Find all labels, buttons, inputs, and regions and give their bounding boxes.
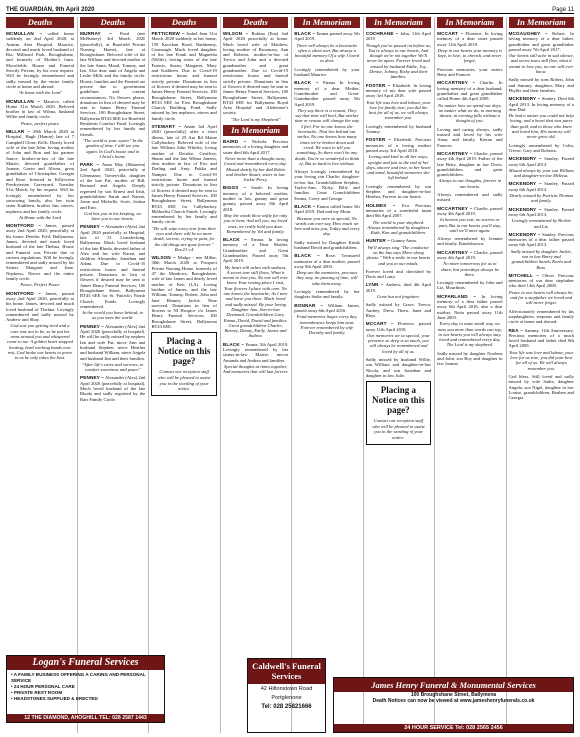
notice-item — [294, 289, 359, 300]
notice-item — [366, 238, 431, 265]
notice-text: Anna May (Maureen) 2nd April 2020, peacefully at Glenmanor, Tomeyvilla, daughter of the late Pat, mother of Bill, Bernard and Angela. Deeply regretted by son Ernest and Irish, grandchildren Sarah and Naomi, Jason and Michelle, Scott, Joshua and Erin. — [80, 162, 146, 210]
notice-verse: Our hearts still ache in sad silence, and secret tears still flow, what it meant to lose you, no one will ever know. — [508, 53, 574, 75]
notice-text: Emma called home 5th April 2019. Dad and my Mum. — [294, 203, 360, 215]
notice-text: Maurice, called Home 31st March 2020. Beloved brother in law of Wilma, husband Willie and family circle. — [6, 98, 75, 120]
notice-text: Emma. 5th April 2019. Lovingly remembered by her sisters-in-law Maisie, nieces Amanda and Andrea and families. — [222, 341, 289, 363]
publication-title: THE GUARDIAN, 9th April 2020 — [6, 7, 95, 13]
notice-item — [294, 253, 359, 286]
notice-verse: God has you in his keeping, we have you in our hearts. — [84, 210, 142, 222]
notice-item — [366, 321, 431, 354]
notice-verse: Loving and kind in all her ways, upright and just to the end of her days, sincere and true, in her heart and mind, beautiful memories she left behind. — [366, 154, 431, 181]
notice-surname: MCCART – — [437, 31, 464, 36]
ad-title: Caldwell's Funeral Services — [248, 659, 325, 684]
notice-verse: Your life was love and labour, your love for family true, you did the best for all of us, we will always remember you. — [366, 99, 431, 121]
notice-verse: Your life was love and labour, your love for us true, you did your best for all of us. We will always remember you. — [509, 349, 574, 371]
notice-text: Granny Anna. — [391, 238, 417, 244]
notice-text: Pearl (nee McBurney) 3rd March 2020 (peacefully), at Braefield Private Nursing Home), late of Broughshane. Beloved wife of the late William and devoted mother of the late Anna, Maud, Tommy, and Ian. Also dear aunt of Angela and Leslie Mills and the family circle. House, families and the Funeral are private due to government guidelines and current circumstances. No flowers please, donations in lieu of desired may be sent to James Henry Funeral Services, 100 Broughshane Street, Ballymena BT43 6EE for Braefield Residents Comfort Fund. Lovingly remembered by her family and friends. — [80, 31, 146, 137]
notice-text: James, passed away 2nd April 2020, peacefully at his home Deerfin Fold, Ballymena, James, devoted and much loved husband of the late Thelma. House and Funeral was Private due to current regulations. Will be lovingly remembered and sadly missed by his Sisters Margaret and June, Nephews, Nieces and the entire family circle. — [6, 223, 75, 282]
notice-verse: "The Lord is my Shepherd" — [230, 116, 281, 122]
notice-item — [151, 31, 216, 121]
notice-text: Alexander (Alex) 2nd April 2020 (peacefully at hospital). Much loved husband of the late Rhoda and sadly regretted by the Barr Family Circle. — [80, 375, 146, 402]
notice-item — [366, 282, 431, 299]
notice-text: Lovingly remembered by her daughter Sadie and family. — [294, 289, 360, 300]
notice-item — [437, 127, 502, 148]
notice-text: John, 11th April 2019 — [365, 31, 432, 42]
notice-item — [509, 143, 574, 154]
notice-verse: Deep in our hearts your memory is kept, to love, to cherish, and never forget. — [437, 47, 502, 64]
notice-item — [366, 184, 431, 200]
notice-text: Stanley. Precious memories of a dear father passed away 6th April 2013. — [508, 231, 574, 248]
notice-item — [366, 124, 431, 135]
notice-verse: In the world you leave behind, to us you were the world. — [82, 310, 144, 321]
notice-item — [437, 67, 502, 78]
notice-item — [294, 67, 359, 78]
notice-text: Robert. In loving memory of a dear father, grandfather and great grandfather passed away 7th April 2017. — [508, 31, 574, 52]
ad-service-item: • PRIVATE REST ROOM — [11, 690, 63, 695]
ad-address: 12 THE DIAMOND, AHOGHILL TEL: 028 2587 1443 — [7, 714, 164, 722]
notice-verse: Gone but not forgotten. — [376, 294, 420, 300]
notice-verse: "The world is your oyster" In the garden of time, I will see you again, In God's house and in Christ's home. — [82, 137, 143, 159]
notice-surname: BLACK – — [294, 31, 316, 36]
notice-item — [437, 351, 502, 367]
notice-text: Annie 3rd April 2020 (peacefully) after a short illness, late of 25 Ara Rd Maine Cullybackey. Beloved wife of the late William John Whitley, loving mother of Deirdre, Geoffrey, Shaun and the late Wilma Joneen, dear mother in law of Eric and Darling and Amy, Pukka and Nampet. Due to Covid-19 restrictions house and funeral strictly private. Donations in lieu of flowers if desired may be sent to James Henry Funeral Services, 100 Broughshane Street, Ballymena BT43 6EE for Cullybackey Methodist Church Funds. Lovingly remembered by her family and family circle. — [151, 124, 217, 225]
notice-surname: BLACK – — [222, 341, 245, 347]
notice-surname: BONNAR – — [294, 302, 324, 308]
notice-text: Sadly missed by Daughter Kinda husband David and grandchildren. — [294, 239, 360, 250]
notice-text: James, passed away 2nd April 2020, peacefully at his home. James, devoted and much loved husband of Thelma. Lovingly remembered and sadly missed by Andrew and Shay. — [6, 290, 75, 323]
notice-text: Sarah. In loving memory of a beloved mother, mother in law, granny and great granny, passed away 8th April 2018. — [222, 185, 289, 212]
notice-verse: At Home with the Lord — [19, 214, 61, 220]
ad-address-town: Portglenone — [271, 695, 302, 701]
notice-text: Oliver. Precious memories of our dear stepfather who died 14th April 2008. — [508, 272, 574, 289]
placing-notice-text: Contact our reception staff who will be pleased to assist you in the wording of your notice. — [372, 418, 425, 440]
notice-surname: WILSON – — [222, 31, 249, 36]
notice-verse: Lovingly remembered by Herbie and Liz. — [511, 218, 571, 229]
notice-surname: MCCARTNEY – — [437, 150, 473, 156]
notice-item — [366, 137, 431, 180]
notice-verse: My heart still aches with sadness, A secret tear still flows, What it meant to lose you, No one will ever know. Your resting place I visit, Your flowers I place with care, No one knows the heartache, As I turn and leave you there. Much loved and sadly missed. By your loving Daughter Ann, Son-in-law Desmond, Grandchildren Gary, Emma, David, David and families. Great grandchildren Charlie, Barney, Danny, Emily, James and Andrea. — [223, 264, 288, 339]
notice-item — [80, 162, 145, 221]
notice-item — [437, 192, 502, 203]
notice-item — [294, 240, 359, 251]
notice-item — [151, 124, 216, 252]
notice-surname: HOLMES – — [365, 202, 396, 208]
placing-notice-title: Placing a Notice on this page? — [157, 336, 211, 367]
notice-text: called home suddenly on 2nd April 2020, at Antrim Area Hospital, Maurice, devoted and much loved husband of Ria, Millroad Park, Broughshane, and formerly of Mother's farm, Moorfields. House and Funeral Strictly Private, by his own request. Will be lovingly remembered and sadly missed by the entire family circle at home and abroad. — [6, 31, 75, 89]
notice-text: Charlie, passed away 4th April 2019. Father of the late Betty, daughter in law Doris, grandchildren and great grandchildren. — [437, 150, 503, 178]
notice-text: Stanley. Died 6th April 2013. In loving memory of a dear Dad. — [508, 96, 574, 112]
notice-item — [294, 31, 359, 64]
notice-text: Sadly missed by sons Robert, John and Sammy, daughters Mary and Phyllis and their families. — [508, 77, 574, 93]
notice-verse: 'At home with the Lord' — [18, 90, 62, 96]
notice-item — [6, 129, 74, 220]
notice-item — [509, 232, 574, 270]
notice-item — [223, 139, 288, 182]
notice-verse: Always in our thoughts, forever in our hearts. — [438, 178, 502, 189]
notice-text: Always remembered by Jeannie and family, Randalstown. — [437, 236, 503, 247]
notice-text: Andrew, died 4th April 2019. — [365, 282, 432, 293]
notice-item — [80, 375, 145, 401]
notice-verse: God saw you getting tired and a cure was not to be, so he put his arms around you and whispered come to me. A golden heart stopped beating, hard working hands now rest, God broke our hearts to prove to us he only takes the best. — [7, 323, 73, 361]
notice-item — [223, 185, 288, 234]
notice-verse: He had a nature you could not help loving, and a heart that was purer than gold, and to those who knew and loved him, His memory will never grow old. — [508, 113, 574, 140]
notice-verse: No more tomorrows for us to share, but yesterdays always be there. — [440, 261, 499, 277]
notice-surname: BLACK – — [294, 203, 316, 209]
notice-text: Lovingly remembered by John and Liz, Mourhinis. — [437, 280, 503, 291]
notice-text: Sadly missed by daughter Noelene and John, son Roy and daughter in law Joanne. — [437, 350, 503, 367]
notice-text: Forever loved and cherished by Doris and Larry. — [365, 268, 432, 280]
notice-surname: BLACK – — [294, 80, 319, 86]
notice-text: Sadly missed by husband Willie, son William and daughter-in-law Nicola, and son Jonathan and daughter in law Julie. — [365, 357, 432, 378]
deaths-heading: Deaths — [80, 17, 145, 28]
notice-item — [6, 291, 74, 361]
notice-verse: No matter how we spend our days, no matter what we do, in morning dawns, in evening falls without a thought of you. — [437, 102, 502, 124]
notice-text: God bless. Still loved and sadly missed by wife Sadie, daughter Angela, son Nigel, daughter in law Louise, grandchildren, Reuben and Georgia. — [508, 373, 574, 401]
notice-surname: LYNN – — [365, 282, 384, 288]
notice-item — [366, 302, 431, 318]
notice-text: Florence. In loving memory of a dear sister passed away 11th April 2018. — [437, 31, 503, 47]
ad-title: Logan's Funeral Services — [7, 656, 164, 670]
notice-item — [6, 99, 74, 126]
notice-surname: MCCARTNEY – — [437, 205, 473, 211]
deaths-heading: Deaths — [6, 17, 74, 28]
placing-notice-text: Contact our reception staff who will be pleased to assist you in the wording of your notice. — [157, 369, 211, 392]
notice-surname: MCCARTNEY – — [437, 249, 473, 255]
notice-item — [437, 236, 502, 247]
notice-item — [509, 181, 574, 203]
notice-surname: BLACK – — [294, 253, 320, 259]
notice-verse: Special thoughts at times together, And memories that will last forever. — [222, 363, 289, 375]
notice-text: Madge - nee Millar, 30th March 2020 at Prospect Private Nursing Home, formerly of 47 the Meadows, Broughshane, wife of late James and dearly loved mother of Ken (LA). Loving brother of James, and the late William, Tommy, Robert, John and Jane Heaney, Jackie. Nine survived. Donations in lieu of flowers to NI Hospice c/o James Henry Funeral Services, 100 Broughshane Street, Ballymena BT43 6EE. — [151, 255, 217, 330]
notice-item — [437, 206, 502, 233]
notice-text: Charlie, passed away 4th April 2019. — [437, 205, 503, 216]
notice-item — [294, 80, 359, 166]
notice-verse: We'll always sing "The conductor on the bus says Move along please." With a smile in our hearts and you in our minds. — [366, 244, 431, 266]
notice-surname: BAIRD – — [222, 139, 247, 145]
notice-item — [437, 151, 502, 189]
in-memoriam-heading: In Memoriam — [509, 17, 574, 28]
notice-text: Rose. Treasured memories of a dear mother, passed away 8th April 2003. — [294, 253, 360, 269]
notice-surname: MCKENDRY – — [508, 156, 542, 162]
notice-text: Loving and caring always, sadly missed and loved by his wife Anna, and family, Kieran and Frances. — [437, 126, 503, 148]
notice-text: Stanley, Passed away 6th April 2013. — [508, 156, 574, 167]
notice-item — [223, 342, 288, 375]
notice-item — [509, 309, 574, 325]
notice-surname: MONTFORD – — [6, 223, 42, 229]
notice-item — [366, 269, 431, 280]
deaths-heading: Deaths — [223, 17, 288, 28]
column-1 — [6, 17, 74, 733]
james-henry-funeral-ad — [333, 677, 574, 733]
notice-verse: Peace, Perfect Peace — [20, 282, 60, 288]
notice-text: Charlie, passed away 4th April 2019. — [437, 249, 503, 260]
notice-surname: PETTICREW – — [151, 31, 185, 36]
ad-service-item: • 24 HOUR PERSONAL CARE — [11, 684, 75, 689]
notice-text: Lovingly remembered by Colin, Trevor, Gary and Roberta. — [508, 142, 574, 153]
ad-website-note: Death Notices can now be viewed at www.jameshenryfunerals.co.uk — [372, 698, 535, 705]
notice-text: Emma passed away 5th April 2019. — [294, 31, 360, 42]
notice-columns — [6, 17, 574, 733]
column-7 — [434, 17, 502, 733]
ad-services-list — [7, 670, 164, 704]
notice-verse: Peace, perfect peace — [20, 120, 60, 126]
notice-verse: They say there is a reason, They say that time will heal, But neither time or reason will change the way I feel. For no one knows the heartache, That lies behind our smiles, No one knows how many times we've broken down and cried. We want to tell you something, So there won't be any doubt, You're so wonderful to think of, But so hard to live without. — [294, 107, 360, 166]
notice-surname: MILLAR – — [6, 129, 31, 135]
caldwells-funeral-services-ad — [247, 658, 326, 733]
notice-item — [366, 357, 431, 378]
notice-text: Elizabeth. Precious memories of a loving mother passed away 3rd April 2018. — [365, 137, 432, 153]
ad-address-line: 42 Hiltonstown Road — [260, 686, 313, 692]
notice-item — [509, 96, 574, 139]
logans-funeral-services-ad — [6, 655, 165, 723]
notice-text: William James, passed away 6th April 2016. — [294, 302, 360, 313]
notice-surname: PENNEY – — [80, 224, 104, 230]
notice-text: Lovingly remembered by son Stephen and daughter-in-law Heather, Forever in our hearts. — [365, 183, 432, 200]
notice-verse: May the winds blow softly for only you to hear, And tell you, my loved ones, we really hold you dear. Remembered by Val and family. — [223, 212, 288, 234]
notice-text: Sadly missed by Grace, Trevor, Audrey, Drew, Thera, Janet and Rhys. — [365, 302, 432, 318]
in-memoriam-heading: In Memoriam — [294, 17, 359, 28]
notice-verse: Though you've passed on before us, You're always in our hearts, And though we're not together We'll never be apart. Forever loved and missed by husband Eddie, Joy, Denise, Johnny, Ricky and their families. — [365, 42, 432, 80]
notice-text: Elizabeth. In loving memory of my dear wife passed away 3rd April 2018. — [365, 82, 432, 99]
notice-surname: MCCART – — [365, 321, 394, 327]
notice-verse: Missed always by your son William and daughter-in-law Melissa. — [508, 167, 574, 179]
notice-item — [437, 31, 502, 64]
ad-service-item: • HEADSTONES SUPPLIED & ERECTED — [11, 696, 98, 701]
notice-item — [509, 273, 574, 306]
ad-service-item: • A FAMILY BUSINESS OFFERING A CARING AND PERSONAL SERVICE — [11, 672, 146, 683]
notice-surname: FOSTER – — [365, 82, 391, 88]
notice-text: Always lovingly remembered by your loving son Charlie, daughter-in-law Ina, Grandchildren Stephen, Taylor-Ann, Nicky, Billy and families. Great Grandchildren Emma, Corey and George. — [294, 169, 360, 201]
notice-item — [509, 156, 574, 178]
notice-item — [80, 224, 145, 320]
notice-surname: COCHRANE – — [365, 31, 399, 36]
notice-text: Alexander (Alex) 2nd April 2020 peacefully at Hospital, late of 31 Lisnafecking, Ballymena. Much loved husband of the late Rhoda, devoted father of Alex and his wife Karen, and children Alexander, Jonathan and Adam. Due to Covid-19 restrictions house and funeral private, Donations in lieu of flowers if desired may be sent to James Henry Funeral Services, 100 Broughshane Street, Ballymena BT43 6EE for St. Patrick's Parish Church Funds. Lovingly remembered. — [80, 224, 146, 309]
ad-service-bar: 24 HOUR SERVICE Tel: 028 2565 2456 — [334, 724, 573, 732]
notice-verse: Because you were so special, No words can ever say, How much we love and miss you, Today and every day. — [294, 215, 360, 237]
in-memoriam-heading: In Memoriam — [223, 125, 288, 136]
notice-surname: MCMULLAN – — [6, 31, 43, 36]
notice-text: Affectionately remembered by his stepdaughters, stepsons and family circle at home and abroad. — [508, 308, 574, 325]
notice-item — [6, 223, 74, 288]
placing-notice-box — [151, 332, 216, 395]
notice-item — [437, 250, 502, 277]
notice-text: In loving memory of a dear father passed away 6th April 2016, also a dear mother, Netta passed away 11th June 2003. — [437, 293, 503, 320]
deaths-heading: Deaths — [151, 17, 216, 28]
notice-item — [437, 294, 502, 348]
notice-verse: Never more than a thought away, Loved and remembered every day. Missed dearly by her dad Robin and brother Stuart, sister in law Jackie Percy. — [224, 155, 287, 183]
notice-surname: WILSON – — [151, 255, 176, 261]
page-number: Page 11 — [552, 7, 574, 13]
notice-text: Lovingly remembered by your husband Maurice. — [294, 66, 360, 78]
notice-text: Nichola. Precious memories of a loving daughter and sister died 6th April 2017. — [222, 139, 289, 155]
notice-verse: Peace in our hearts will always be, and for a stepfather we loved and will never forget. — [508, 289, 574, 306]
notice-text: Emma In loving memory of a dear Mother, Grandmother and Great-Grandmother passed away 5th April 2019. — [294, 80, 360, 107]
notice-text: Sammy, 11th Anniversary. Precious memories of a much loved husband and father died 8th April 2009. — [508, 327, 574, 349]
column-4 — [220, 17, 288, 733]
notice-item — [437, 80, 502, 123]
notice-surname: MCCARTNEY – — [437, 80, 476, 86]
notice-verse: Sadly missed by daughter Jackie, son in law Barry and grandchildren Sarah, Karla and Ross. — [510, 248, 572, 270]
notice-surname: MCKENDRY – — [508, 96, 541, 102]
notice-text: Stanley, Passed away 6th April 2013. — [508, 181, 574, 192]
in-memoriam-heading: In Memoriam — [366, 17, 431, 28]
notice-item — [80, 324, 145, 373]
notice-verse: Deep are the memories, precious they stay, no passing of time, will take them away. — [296, 270, 358, 286]
notice-surname: PENNEY – — [80, 323, 104, 329]
notice-verse: "He will wipe every tear from their eyes and there will be no more death, sorrow, crying or pain, for the old things are gone forever." Rev.21 v.4 — [152, 225, 217, 252]
notice-surname: MCFARLAND – — [437, 293, 477, 299]
placing-notice-box — [366, 381, 431, 444]
notice-surname: BIGGS – — [222, 185, 247, 191]
ad-title: James Henry Funeral & Monumental Services — [334, 678, 573, 692]
notice-item — [223, 31, 288, 122]
column-2 — [77, 17, 145, 733]
notice-surname: MONTFORD – — [6, 290, 42, 296]
notice-verse: "After life's cares and sorrows, to comfort sweetness and peace" — [81, 361, 144, 373]
page-header — [6, 2, 574, 14]
notice-item — [509, 328, 574, 371]
notice-surname: MCKENDRY – — [508, 231, 541, 237]
notice-surname: PARK – — [80, 162, 100, 168]
notice-surname: FOSTER – — [365, 137, 392, 143]
notice-verse: Our memories we so special, your presence so deep is so much, you will always be remembered and loved by all of us. — [367, 332, 430, 354]
notice-text: Emma. In loving memory of a Dear Mother, Grandmother and Great Grandmother, Passed away 5th April 2019. — [222, 237, 289, 264]
notice-surname: MITCHELL – — [508, 272, 540, 278]
notice-item — [80, 31, 145, 159]
notice-verse: There will always be a heartache often a silent tear, But always a beautiful memory Of a wife I loved so dear. — [294, 42, 360, 64]
notice-item — [294, 303, 359, 336]
notice-item — [366, 83, 431, 121]
notice-surname: MCKENDRY – — [508, 181, 542, 187]
notice-text: Eva Precious memories of a wonderful mum died 8th April 2007. — [365, 202, 432, 219]
notice-verse: Fond memories linger every day, remembrance keeps him near. Forever remembered by wife Dorothy and family. — [296, 314, 358, 336]
notice-item — [509, 374, 574, 400]
notice-text: Florence, passed away 11th April 2018. — [365, 321, 432, 332]
notice-surname: REA – — [508, 327, 524, 333]
notice-surname: MCMULLAN – — [6, 98, 41, 104]
notice-item — [509, 207, 574, 229]
notice-item — [366, 31, 431, 80]
notice-surname: HUNTER – — [365, 238, 390, 244]
placing-notice-title: Placing a Notice on this page? — [372, 385, 425, 416]
notice-item — [294, 169, 359, 201]
notice-surname: MCKENDRY – — [508, 206, 542, 212]
notice-item — [294, 204, 359, 237]
notice-verse: The world is your shepherd. Always remembered by daughters Ruth, Kim and grandchildren. — [367, 219, 430, 236]
notice-text: Stanley. Passed away 6th April 2013. — [508, 206, 574, 217]
column-3 — [148, 17, 216, 733]
notice-verse: In heaven you rest, no sorrow or pain, But in our hearts you'll stay, until we'll meet again. — [438, 217, 502, 233]
notice-surname: PENNEY – — [80, 375, 104, 381]
column-5 — [291, 17, 359, 733]
notice-text: Always remembered and sadly missed. — [437, 192, 503, 203]
notice-item — [509, 77, 574, 93]
notice-text: 29th March 2020 at Hospital, Hugh (Hamie) late of 7 Campbell Close, Kells. Dearly loved wife of the late John, loving mother of John and Ron and his partner Janice, brother-in-law of the late Maisie, devoted grandfather of Joanne, Gavin and Alison, great grandfather of Christopher, Georgia and Rose. Interred in Killycreen Presbyterian Graveyard, Tuesday 31st March, by his request. Will be lovingly remembered by her sorrowing family, also her twin sister Kathleen, brother Jim, nieces, nephews and her family circle. — [6, 129, 75, 214]
notice-surname: MURRAY – — [80, 31, 112, 36]
column-6 — [363, 17, 431, 733]
notice-text: Alexander (Alex) 2nd April 2020 (peacefully at hospital). He will be sadly missed by nephew Ian and wife Pat, niece Ann and husband Stephen, niece Heather and husband William, niece Angela and husband Jim and their families. — [80, 323, 146, 361]
notice-surname: MCGAUGHEY – — [508, 31, 548, 36]
notice-surname: BLACK – — [222, 237, 247, 243]
ad-address: 100 Broughshane Street, Ballymena — [410, 692, 497, 698]
notice-item — [366, 203, 431, 236]
notice-text: Robina (Ena) 2nd April 2020 peacefully at home. Much loved wife of Matthew, loving mother of Rosemary, Ann and Roberta, mother-in-law of Trevor and John and a devoted grandmother and great grandmother. Due to Covid-19 restrictions house and funeral strictly private. Donations in lieu of flowers if desired may be sent to James Henry Funeral Services, 100 Broughshane Street, Ballymena, BT43 6EE for Ballymena Royal Area Hospital and Alzheimer's society. — [222, 31, 289, 116]
notice-surname: STEWART – — [151, 124, 182, 130]
notice-item — [509, 31, 574, 74]
notice-item — [151, 255, 216, 329]
notice-text: Lovingly remembered by husband Tommy. — [365, 123, 432, 135]
ad-telephone: Tel: 028 25821666 — [261, 704, 312, 710]
notice-item — [223, 237, 288, 339]
notice-item — [6, 31, 74, 96]
notice-text: Isobel Jean 31st March 2020 suddenly at her home, 159 Knockan Road, Rathkenny, Carmough. Much loved daughter of the late Frank and Magnetha (Willie), loving sister of the late Francis, Susan, Margaret, Mary and Kathleen. Due to Covid-19 restrictions house and funeral strictly private. Donations in lieu of flowers if desired may be sent to James Henry Funeral Services, 100 Broughshane Street, Ballymena BT43 6EE for First Broughshane Church Building Fund. Sadly missed by her nephews, nieces and family circle. — [151, 31, 217, 121]
notice-verse: Every day in some small way, we miss you more than words can say, in our hearts you will always stay, loved and remembered every day. The Lord is my shepherd. — [437, 321, 502, 348]
notice-verse: Dearly missed by Patricia Thomas and family. — [509, 193, 574, 204]
column-8 — [506, 17, 574, 733]
notice-item — [437, 280, 502, 291]
notice-text: Charlie. In loving memory of a dear husband, grandfather and great grandfather called Home 4th April 2009. — [437, 80, 503, 102]
notice-text: Precious memories, your sisters Betty and Frances. — [437, 66, 503, 78]
in-memoriam-heading: In Memoriam — [437, 17, 502, 28]
